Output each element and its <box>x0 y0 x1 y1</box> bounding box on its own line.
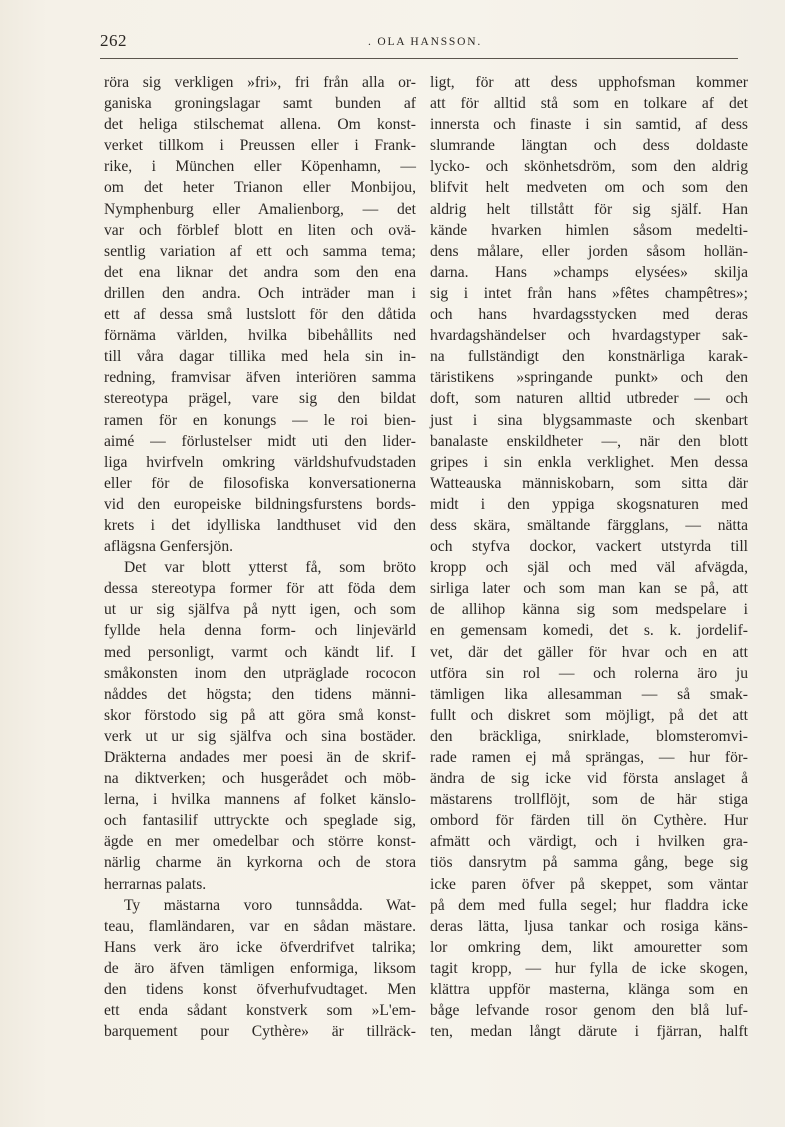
text-line: till våra dagar tillika med hela sin in- <box>104 348 416 366</box>
text-line: ramen för en konungs — le roi bien- <box>104 411 416 429</box>
text-line: gripes i sin enkla verklighet. Men dessa <box>430 453 748 471</box>
text-line: ett af dessa små lustslott för den dåtida <box>104 306 416 324</box>
text-line: de äro äfven tämligen enformiga, liksom <box>104 959 416 977</box>
text-line: doft, som naturen alltid utbreder — och <box>430 390 748 408</box>
text-line: icke paren öfver på skeppet, som väntar <box>430 875 748 893</box>
text-line: skor förstodo sig på att göra små konst- <box>104 706 416 724</box>
text-line: dens målare, eller jorden såsom hollän- <box>430 242 748 260</box>
text-line: fyllde hela denna form- och linjevärld <box>104 622 416 640</box>
text-line: ganiska groningslagar samt bunden af <box>104 95 416 113</box>
text-line: klättra uppför masterna, klänga som en <box>430 981 748 999</box>
text-line: tiös dansrytm på samma gång, bege sig <box>430 854 748 872</box>
text-line: lor omkring dem, likt amouretter som <box>430 938 748 956</box>
text-line: Watteauska människobarn, som sitta där <box>430 474 748 492</box>
text-line: krets i det idylliska landthuset vid den <box>104 516 416 534</box>
header-rule <box>100 58 738 59</box>
text-line: lycko- och skönhetsdröm, som den aldrig <box>430 158 748 176</box>
text-line: med personligt, varmt och kändt lif. I <box>104 643 416 661</box>
text-line: en gemensam komedi, det s. k. jordelif- <box>430 622 748 640</box>
text-line: banalaste enskildheter —, när den blott <box>430 432 748 450</box>
text-line: nåddes det högsta; den tidens männi- <box>104 685 416 703</box>
text-line: att för alltid stå som en tolkare af det <box>430 95 748 113</box>
text-line: drillen den andra. Och inträder man i <box>104 284 416 302</box>
text-line: verk ut ur sig själfva och sina bostäder. <box>104 727 416 745</box>
text-line: var och förblef blott en liten och ovä- <box>104 221 416 239</box>
text-line: rike, i München eller Köpenhamn, — <box>104 158 416 176</box>
running-head: . OLA HANSSON. <box>368 36 483 48</box>
text-line: slumrande längtan och dess doldaste <box>430 137 748 155</box>
text-line: lerna, i hvilka mannens af folket känslo- <box>104 791 416 809</box>
text-line: ändra de sig icke vid första anslaget å <box>430 770 748 788</box>
text-line: dessa stereotypa former för att föda dem <box>104 580 416 598</box>
text-line: darna. Hans »champs elysées» skilja <box>430 263 748 281</box>
text-line: sentlig variation af ett och samma tema; <box>104 242 416 260</box>
text-line: ett enda sådant konstverk som »L'em- <box>104 1002 416 1020</box>
text-line: aldrig helt tillstått för sig själf. Han <box>430 200 748 218</box>
text-line: det heliga stilschemat allena. Om konst- <box>104 116 416 134</box>
text-line: na fullständigt den konstnärliga karak- <box>430 348 748 366</box>
text-line: röra sig verkligen »fri», fri från alla or- <box>104 74 416 91</box>
text-line: ägde en mer omedelbar och större konst- <box>104 833 416 851</box>
text-line: aimé — förlustelser midt uti den lider- <box>104 432 416 450</box>
text-line: verket tillkom i Preussen eller i Frank- <box>104 137 416 155</box>
text-line: liga hvirfveln omkring världshufvudstaden <box>104 453 416 471</box>
text-line: kropp och själ och med väl afvägda, <box>430 559 748 577</box>
text-line: herrarnas palats. <box>104 875 207 893</box>
text-line: de allihop känna sig som medspelare i <box>430 601 748 619</box>
text-line: aflägsna Genfersjön. <box>104 538 234 556</box>
text-line: på dem med fulla segel; hur fladdra icke <box>430 896 748 914</box>
text-line: tagit kropp, — hur fylla de icke skogen, <box>430 959 748 977</box>
text-line: na diktverken; och husgerådet och möb- <box>104 770 416 788</box>
left-text-column <box>104 72 416 1042</box>
text-line: deras lätta, ljusa tankar och rosiga käns- <box>430 917 748 935</box>
text-line: ut ur sig själfva på nytt igen, och som <box>104 601 416 619</box>
right-text-column <box>430 72 748 1042</box>
text-line: och hans hvardagsstycken med deras <box>430 306 748 324</box>
text-line: afmätt och värdigt, och i hvilken gra- <box>430 833 748 851</box>
text-line: fullt och diskret som möjligt, på det att <box>430 706 748 724</box>
text-line: förnäma världen, hvilka bibehållits ned <box>104 327 416 345</box>
text-line: Nymphenburg eller Amalienborg, — det <box>104 200 416 218</box>
text-line: vet, där det gäller för hvar och en att <box>430 643 748 661</box>
text-line: och fantasilif uttryckte och speglade sig, <box>104 812 416 830</box>
text-line: den bräckliga, snirklade, blomsteromvi- <box>430 727 748 745</box>
text-line: täristikens »springande punkt» och den <box>430 369 748 387</box>
text-line: ombord för färden till ön Cythère. Hur <box>430 812 748 830</box>
text-line: just i sina blygsammaste och skenbart <box>430 411 748 429</box>
text-line: mästarens trollflöjt, som de här stiga <box>430 791 748 809</box>
text-line: närlig charme än kyrkorna och de stora <box>104 854 416 872</box>
text-line: ten, medan långt därute i fjärran, halft <box>430 1023 748 1041</box>
text-line: vid den europeiske bildningsfurstens bords- <box>104 495 416 513</box>
text-line: teau, flamländaren, var en sådan mästare. <box>104 917 416 935</box>
text-line: Ty mästarna voro tunnsådda. Wat- <box>124 896 416 914</box>
text-line: sig i intet från hans »fêtes champêtres»; <box>430 284 748 302</box>
text-line: Det var blott ytterst få, som bröto <box>124 559 416 577</box>
text-line: hvardagshändelser och hvardagstyper sak- <box>430 327 748 345</box>
text-line: om det heter Trianon eller Monbijou, <box>104 179 416 197</box>
text-line: redning, framvisar äfven interiören samma <box>104 369 416 387</box>
text-line: rade ramen ej må sprängas, — hur för- <box>430 749 748 766</box>
text-line: ligt, för att dess upphofsman kommer <box>430 74 748 91</box>
text-line: eller för de filosofiska konversationerna <box>104 474 416 492</box>
text-line: det ena liknar det andra som den ena <box>104 263 416 281</box>
text-line: sirliga later och som man kan se på, att <box>430 580 748 598</box>
text-line: barquement pour Cythère» är tillräck- <box>104 1023 416 1041</box>
text-line: Dräkterna andades mer poesi än de skrif- <box>104 749 416 766</box>
text-line: blifvit helt medveten om och som den <box>430 179 748 197</box>
text-line: och styfva dockor, vackert utstyrda till <box>430 538 748 556</box>
text-line: utföra sin rol — och rolerna äro ju <box>430 664 748 682</box>
text-line: tämligen lika allesamman — så smak- <box>430 685 748 703</box>
text-line: midt i den yppiga skogsnaturen med <box>430 495 748 513</box>
text-line: stereotypa prägel, vare sig den bildat <box>104 390 416 408</box>
text-line: småkonsten inom den utpräglade rococon <box>104 664 416 682</box>
text-line: dess skära, smältande färgglans, — nätta <box>430 516 748 534</box>
text-line: båge lefvande rosor genom den blå luf- <box>430 1002 748 1020</box>
page-number: 262 <box>100 31 127 50</box>
text-line: Hans verk äro icke öfverdrifvet talrika; <box>104 938 416 956</box>
text-line: kände hvarken himlen såsom medelti- <box>430 221 748 239</box>
text-line: innersta och finaste i sin samtid, af dess <box>430 116 748 134</box>
text-line: den tidens konst öfverhufvudtaget. Men <box>104 981 416 999</box>
